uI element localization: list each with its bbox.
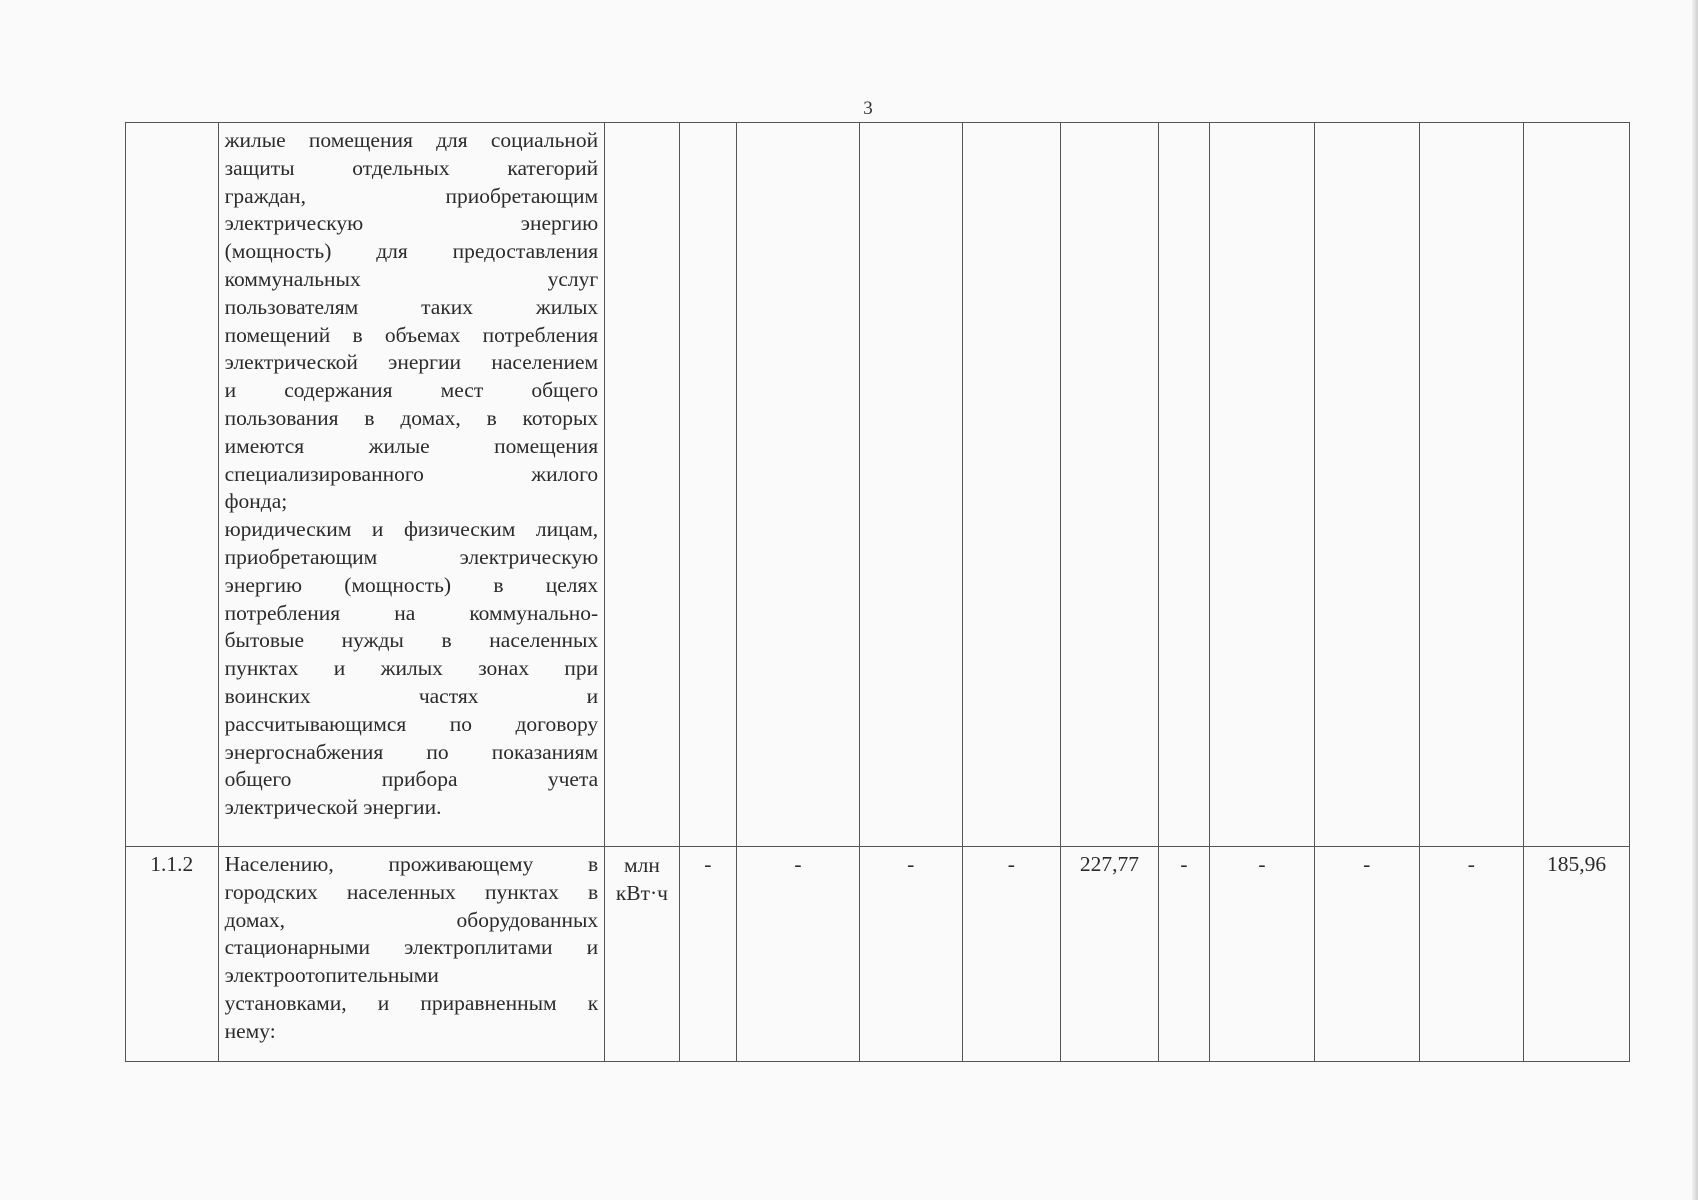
description-line: коммунальных услуг (224, 266, 599, 291)
unit-line: кВт·ч (615, 881, 668, 905)
description-line: фонда; (224, 489, 288, 514)
description-line: домах, оборудованных (224, 907, 599, 932)
value-cell: - (859, 847, 962, 1062)
description-line: рассчитывающимся по договору (224, 711, 599, 736)
row-code-cell (126, 123, 219, 847)
description-line: потребления на коммунально- (224, 600, 599, 625)
description-line: электрической энергии населением (224, 350, 599, 375)
description-line: и содержания мест общего (224, 378, 599, 403)
description-line: общего прибора учета (224, 767, 599, 792)
value-cell: - (679, 847, 736, 1062)
description-line: воинских частях и (224, 683, 599, 708)
description-line: специализированного жилого (224, 461, 599, 486)
empty-cell (1314, 123, 1419, 847)
table-row (126, 123, 1630, 847)
row-code-cell: 1.1.2 (126, 847, 219, 1062)
value-cell: - (1314, 847, 1419, 1062)
description-line: стационарными электроплитами и (224, 935, 599, 960)
description-line: установками, и приравненным к (224, 990, 599, 1015)
empty-cell (1061, 123, 1159, 847)
description-line: нему: (224, 1018, 276, 1043)
empty-cell (605, 123, 679, 847)
description-line: защиты отдельных категорий (224, 155, 599, 180)
value-cell: - (1158, 847, 1209, 1062)
description-line: электроотопительными (224, 963, 439, 988)
value-cell: 227,77 (1061, 847, 1159, 1062)
row-description-cell (218, 123, 605, 847)
empty-cell (962, 123, 1061, 847)
description-line: электрическую энергию (224, 211, 599, 236)
description-line: пользователям таких жилых (224, 294, 599, 319)
description-line: помещений в объемах потребления (224, 322, 599, 347)
page-number: 3 (863, 98, 873, 119)
row-description-cell (218, 847, 605, 1062)
description-line: пользования в домах, в которых (224, 405, 599, 430)
description-line: городских населенных пунктах в (224, 879, 599, 904)
empty-cell (1524, 123, 1630, 847)
description-line: жилые помещения для социальной (224, 128, 599, 152)
empty-cell (1419, 123, 1524, 847)
empty-cell (1210, 123, 1315, 847)
empty-cell (679, 123, 736, 847)
description-line: юридическим и физическим лицам, (224, 517, 599, 542)
unit-cell (605, 847, 679, 1062)
empty-cell (859, 123, 962, 847)
description-line: бытовые нужды в населенных (224, 628, 599, 653)
description-line: (мощность) для предоставления (224, 239, 599, 264)
description-line: энергию (мощность) в целях (224, 572, 599, 597)
value-cell: - (1210, 847, 1315, 1062)
value-cell: 185,96 (1524, 847, 1630, 1062)
description-line: имеются жилые помещения (224, 433, 599, 458)
description-line: граждан, приобретающим (224, 183, 599, 208)
description-line: электрической энергии. (224, 795, 442, 820)
description-line: приобретающим электрическую (224, 544, 599, 569)
scan-edge (1692, 0, 1698, 1200)
table-row (126, 847, 1630, 1062)
description-line: энергоснабжения по показаниям (224, 739, 599, 764)
empty-cell (1158, 123, 1209, 847)
value-cell: - (962, 847, 1061, 1062)
tariff-table (125, 122, 1630, 1062)
description-line: Населению, проживающему в (224, 852, 599, 876)
empty-cell (737, 123, 860, 847)
value-cell: - (1419, 847, 1524, 1062)
value-cell: - (737, 847, 860, 1062)
unit-line: млн (623, 853, 660, 877)
description-line: пунктах и жилых зонах при (224, 656, 599, 681)
